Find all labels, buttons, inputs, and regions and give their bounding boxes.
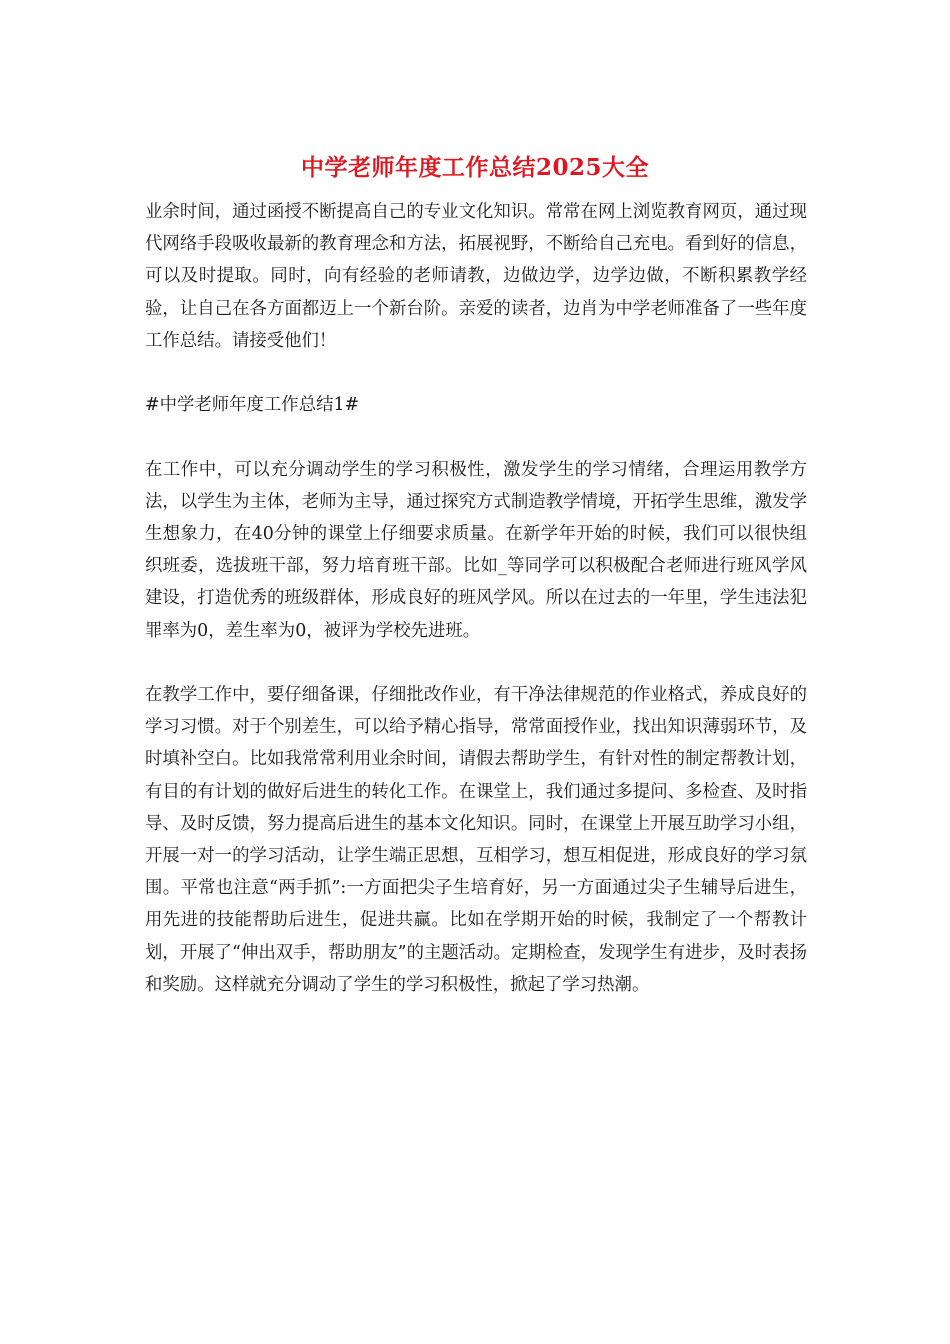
paragraph-spacer xyxy=(145,357,807,389)
document-title: 中学老师年度工作总结2025大全 xyxy=(300,154,649,181)
body-paragraph: 在教学工作中，要仔细备课，仔细批改作业，有干净法律规范的作业格式，养成良好的学习习惯。对于个别差生，可以给予精心指导，常常面授作业，找出知识薄弱环节，及时填补空白。比如我常常利用业余时间，请假去帮助学生，有针对性的制定帮教计划，有目的有计划的做好后进生的转化工作。在课堂上，我们通过多提问、多检查、及时指导、及时反馈，努力提高后进生的基本文化知识。同时，在课堂上开展互助学习小组，开展一对一的学习活动，让学生端正思想，互相学习，想互相促进，形成良好的学习氛围。平常也注意“两手抓”:一方面把尖子生培育好，另一方面通过尖子生辅导后进生，用先进的技能帮助后进生，促进共赢。比如在学期开始的时候，我制定了一个帮教计划，开展了“伸出双手，帮助朋友”的主题活动。定期检查，发现学生有进步，及时表扬和奖励。这样就充分调动了学生的学习积极性，掀起了学习热潮。 xyxy=(145,685,807,995)
paragraph-spacer xyxy=(145,421,807,453)
paragraph-spacer xyxy=(145,647,807,679)
body-paragraph: 在工作中，可以充分调动学生的学习积极性，激发学生的学习情绪，合理运用教学方法，以学生为主体，老师为主导，通过探究方式制造教学情境，开拓学生思维，激发学生想象力，在40分钟的课堂上仔细要求质量。在新学年开始的时候，我们可以很快组织班委，选拔班干部，努力培育班干部。比如_等同学可以积极配合老师进行班风学风建设，打造优秀的班级群体，形成良好的班风学风。所以在过去的一年里，学生违法犯罪率为0，差生率为0，被评为学校先进班。 xyxy=(145,459,807,641)
section-heading: #中学老师年度工作总结1# xyxy=(145,395,360,416)
intro-paragraph: 业余时间，通过函授不断提高自己的专业文化知识。常常在网上浏览教育网页，通过现代网络手段吸收最新的教育理念和方法，拓展视野，不断给自己充电。看到好的信息，可以及时提取。同时，向有经验的老师请教，边做边学，边学边做，不断积累教学经验，让自己在各方面都迈上一个新台阶。亲爱的读者，边肖为中学老师准备了一些年度工作总结。请接受他们！ xyxy=(145,202,807,351)
document-body xyxy=(145,196,807,1001)
